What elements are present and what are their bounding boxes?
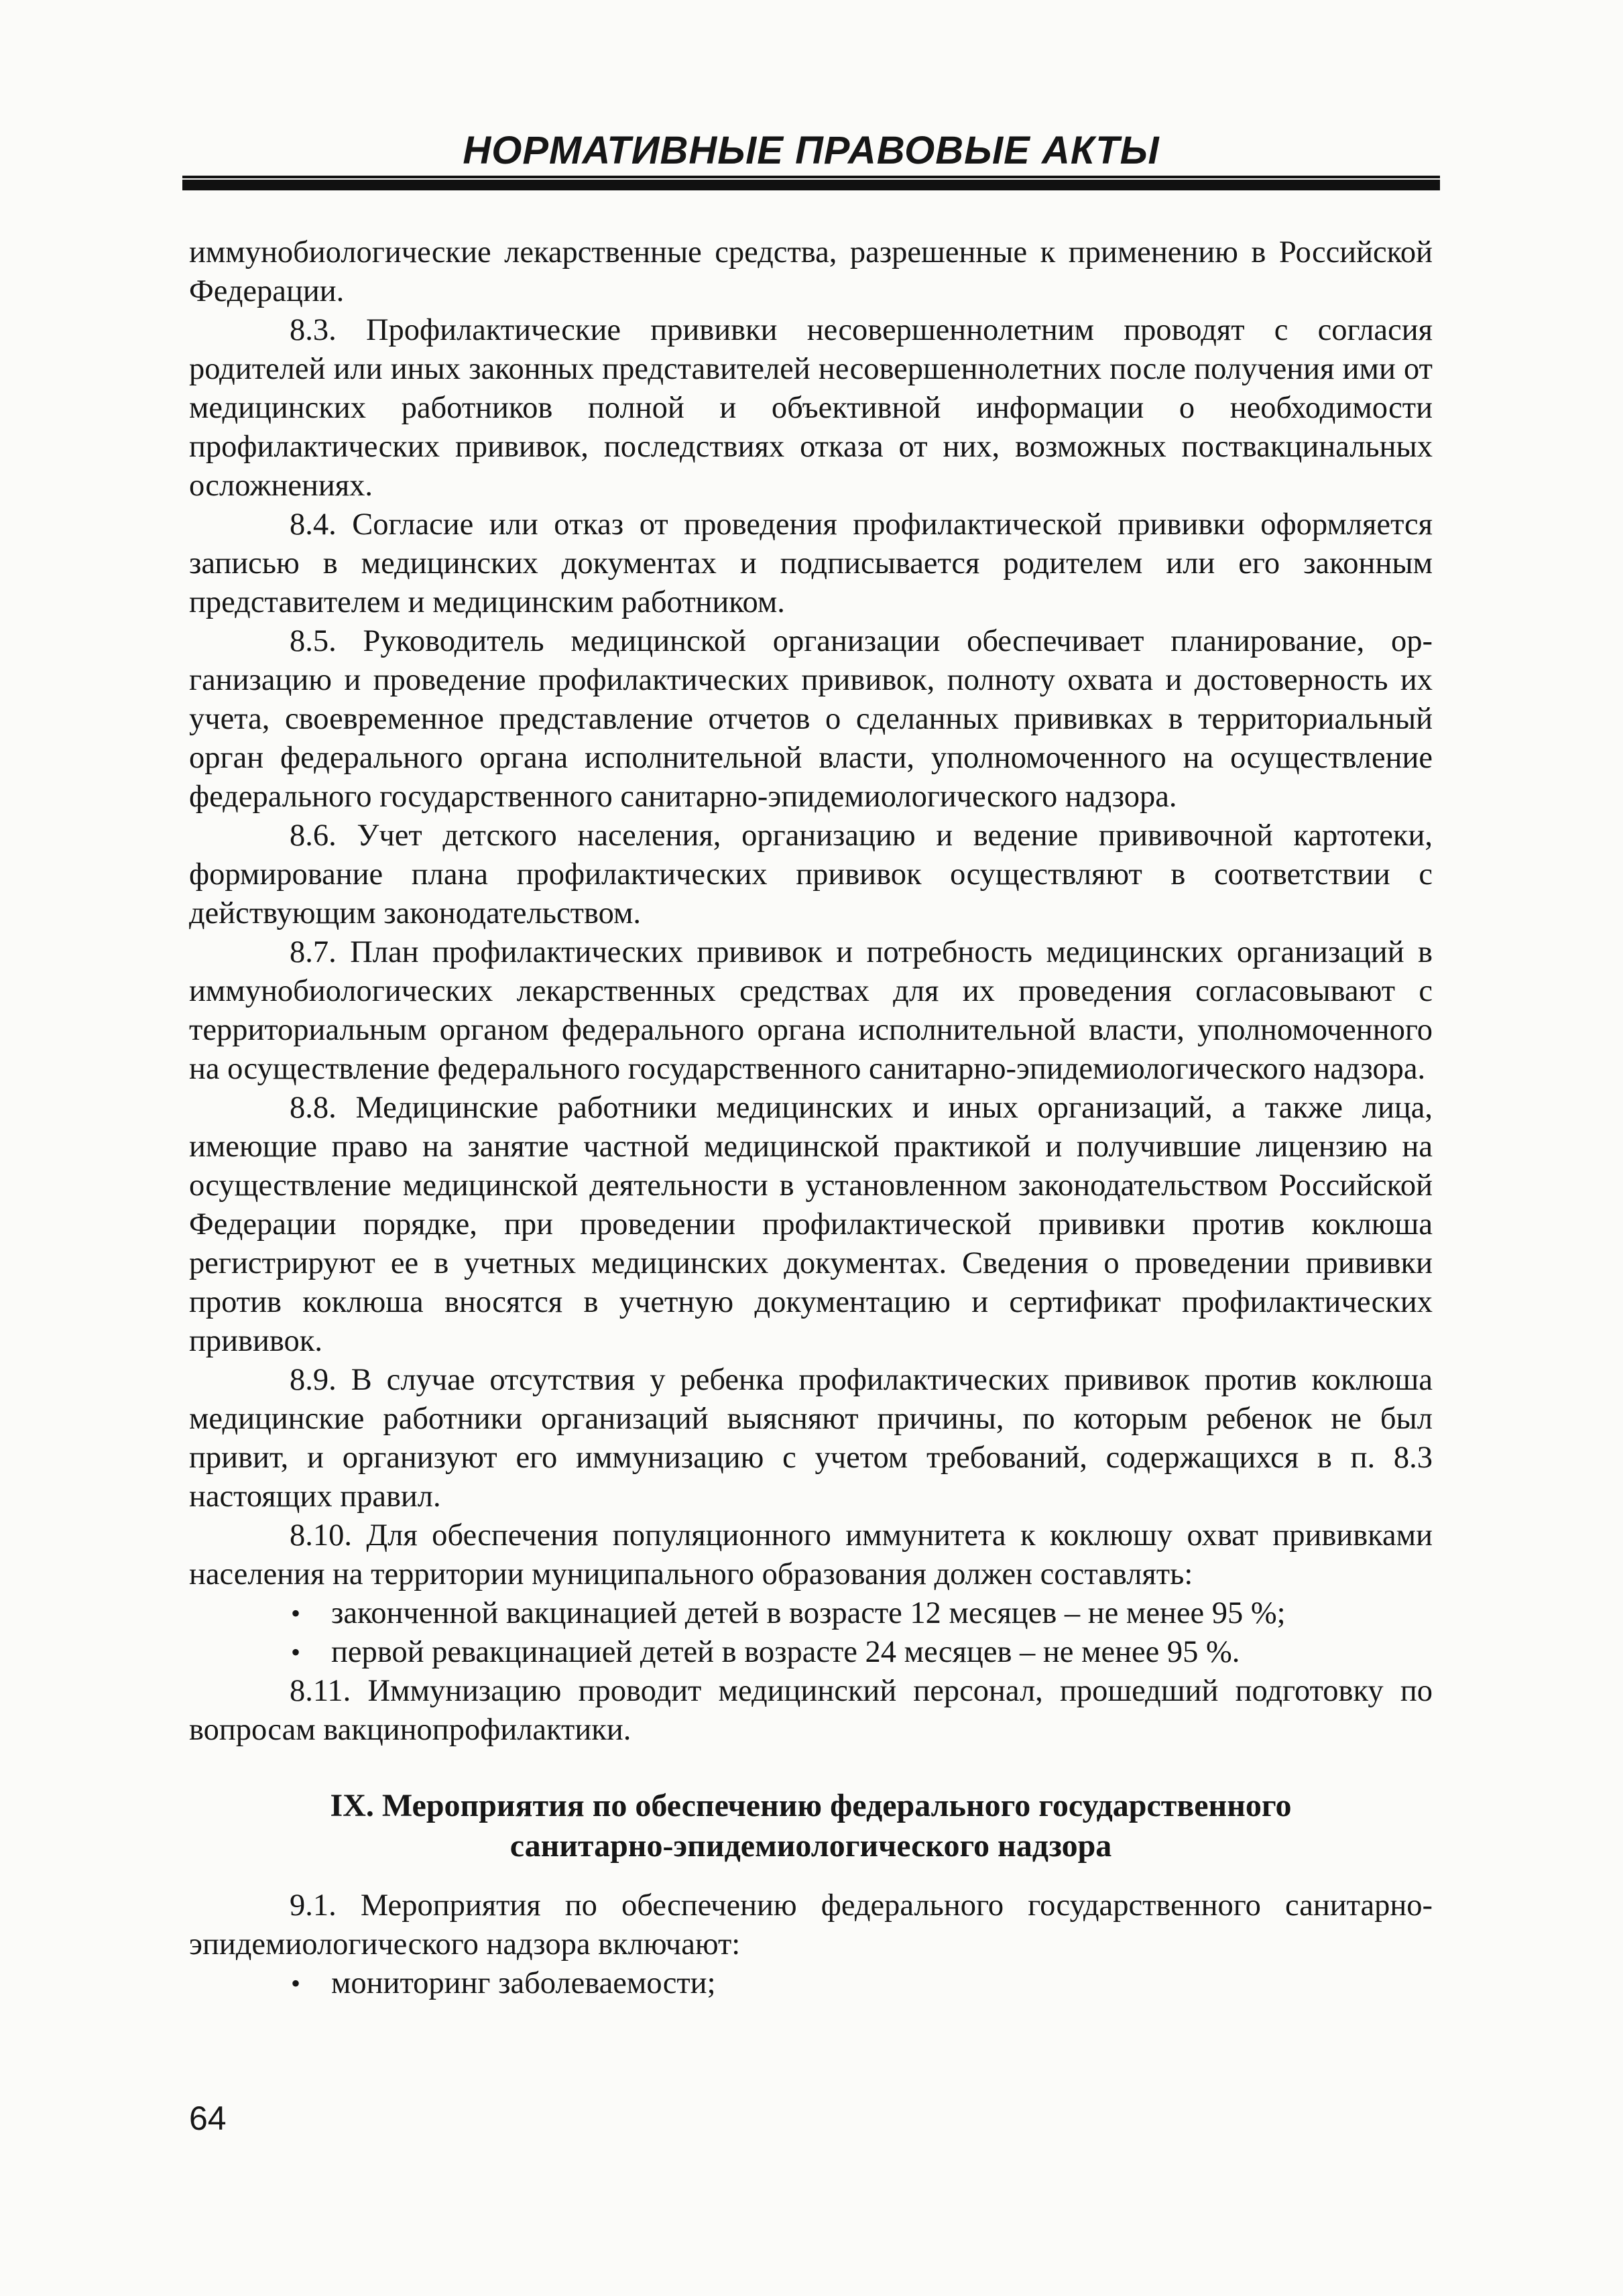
paragraph-8-7: 8.7. План профилактических прививок и потребность медицинских организаций в иммунобиологических лекарственных средствах для их проведения согласовывают с территориальным органом федерального органа исполнительной власти, уполномоченного на осуществление федерального государственного санитарно-эпидемиологического надзора. (189, 935, 1433, 1086)
paragraph-continued: иммунобиологические лекарственные средства, разрешенные к применению в Российской Федерации. (189, 235, 1433, 308)
paragraph-8-9: 8.9. В случае отсутствия у ребенка профилактических прививок против коклюша медицинские работники организаций выясняют причины, по которым ребенок не был привит, и организуют его иммунизацию с учетом требований, содержащихся в п. 8.3 настоящих правил. (189, 1363, 1433, 1514)
bullet-icon: • (291, 1598, 301, 1628)
paragraph-9-1: 9.1. Мероприятия по обеспечению федерального государственного санитарно-эпидемиологического надзора включают: (189, 1888, 1433, 1961)
page-body (189, 233, 1433, 2003)
paragraph-8-11: 8.11. Иммунизацию проводит медицинский персонал, прошедший подготовку по вопросам вакцинопрофилактики. (189, 1674, 1433, 1747)
list-item (290, 1964, 1433, 2003)
section-heading-line-1: IX. Мероприятия по обеспечению федерального государственного (330, 1788, 1292, 1823)
coverage-bullet-list (189, 1594, 1433, 1672)
list-item (290, 1594, 1433, 1633)
paragraph-8-6: 8.6. Учет детского населения, организацию и ведение прививочной картотеки, формирование плана профилактических прививок осуществляют в соответствии с действующим законодательством. (189, 819, 1433, 930)
list-item-text: мониторинг заболеваемости; (331, 1966, 716, 2000)
paragraph-8-8: 8.8. Медицинские работники медицинских и иных организаций, а также лица, имеющие право на занятие частной медицинской практикой и получившие лицензию на осуществление медицинской деятельности в установленном законодательством Российской Федерации порядке, при проведении профилактической прививки против коклюша регистрируют ее в учетных медицинских документах. Сведения о проведении прививки против коклюша вносятся в учетную документацию и сертификат профилактических прививок. (189, 1091, 1433, 1358)
list-item (290, 1633, 1433, 1672)
paragraph-8-4: 8.4. Согласие или отказ от проведения профилактической прививки оформляется записью в медицинских документах и подписывается родителем или его законным представителем и медицинским работником. (189, 507, 1433, 619)
page-number: 64 (189, 2100, 227, 2137)
header-rule-thick (182, 180, 1440, 190)
bullet-icon: • (291, 1968, 301, 1998)
section-ix-heading (189, 1786, 1433, 1866)
running-header-title: НОРМАТИВНЫЕ ПРАВОВЫЕ АКТЫ (463, 129, 1160, 172)
list-item-text: первой ревакцинацией детей в возрасте 24 месяцев – не менее 95 %. (331, 1635, 1240, 1669)
bullet-icon: • (291, 1637, 301, 1667)
header-rule-thin (182, 176, 1440, 178)
section-heading-line-2: санитарно-эпидемиологического надзора (509, 1828, 1112, 1864)
measures-bullet-list (189, 1964, 1433, 2003)
paragraph-8-3: 8.3. Профилактические прививки несовершеннолетним проводят с согласия родителей или иных законных представителей несовершеннолетних после получения ими от медицинских работников полной и объективной информации о необходимости профилактических прививок, последствиях отказа от них, возможных поствакцинальных осложнениях. (189, 313, 1433, 503)
list-item-text: законченной вакцинацией детей в возрасте 12 месяцев – не менее 95 %; (331, 1596, 1286, 1630)
paragraph-8-10: 8.10. Для обеспечения популяционного иммунитета к коклюшу охват прививками населения на территории муниципального образования должен составлять: (189, 1518, 1433, 1591)
paragraph-8-5: 8.5. Руководитель медицинской организации обеспечивает планирование, организацию и проведение профилактических прививок, полноту охвата и достоверность их учета, своевременное представление отчетов о сделанных прививках в территориальный орган федерального органа исполнительной власти, уполномоченного на осуществление федерального государственного санитарно-эпидемиологического надзора. (189, 624, 1433, 814)
